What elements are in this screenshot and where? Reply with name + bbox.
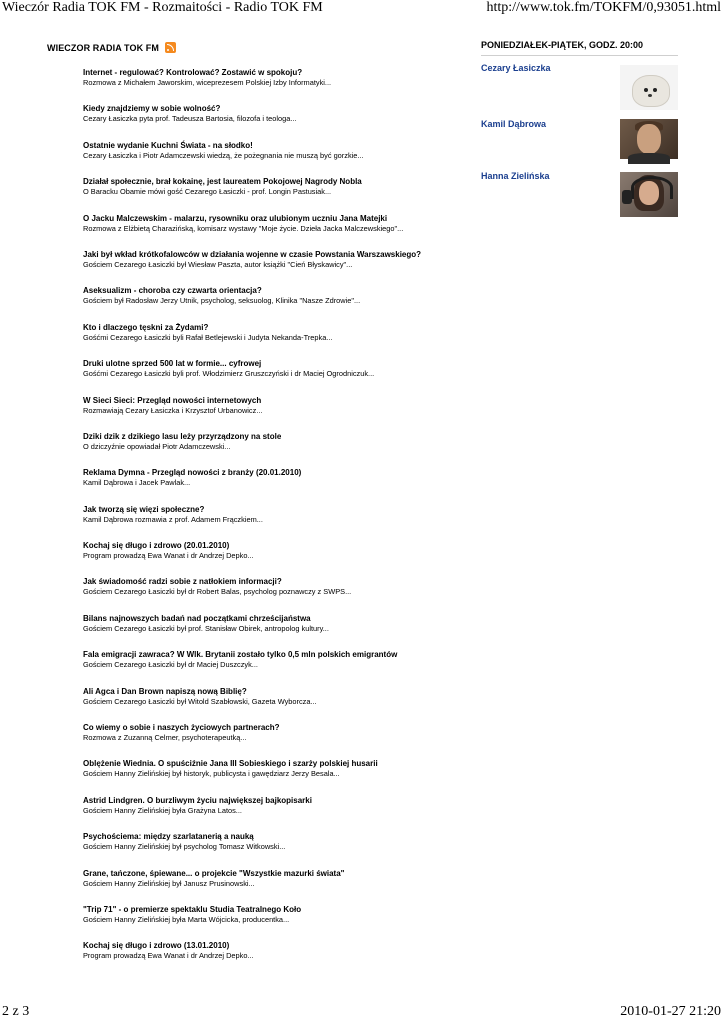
article-description: Kamil Dąbrowa i Jacek Pawlak... — [83, 478, 191, 488]
article-title-link[interactable]: Jak tworzą się więzi społeczne? — [83, 504, 205, 514]
page-number: 2 z 3 — [2, 1004, 30, 1019]
article-item — [83, 214, 483, 250]
article-title-link[interactable]: W Sieci Sieci: Przegląd nowości internetowych — [83, 395, 262, 405]
article-item — [83, 614, 483, 650]
article-description: Kamil Dąbrowa rozmawia z prof. Adamem Frączkiem... — [83, 514, 263, 524]
article-title-link[interactable]: Ali Agca i Dan Brown napiszą nową Biblię? — [83, 686, 247, 696]
article-item — [83, 141, 483, 177]
article-description: Gościem Hanny Zielińskiej był psycholog Tomasz Witkowski... — [83, 842, 286, 852]
article-item — [83, 832, 483, 868]
article-description: O dziczyźnie opowiadał Piotr Adamczewski... — [83, 441, 231, 451]
article-item — [83, 468, 483, 504]
article-description: Gościem był Radosław Jerzy Utnik, psycholog, seksuolog, Klinika "Nasze Zdrowie"... — [83, 296, 361, 306]
article-title-link[interactable]: Kochaj się długo i zdrowo (20.01.2010) — [83, 541, 230, 551]
article-title-link[interactable]: Ostatnie wydanie Kuchni Świata - na słodko! — [83, 140, 253, 150]
host-name-link[interactable]: Hanna Zielińska — [481, 171, 550, 181]
article-title-link[interactable]: "Trip 71" - o premierze spektaklu Studia Teatralnego Koło — [83, 904, 302, 914]
print-page-title: Wieczór Radia TOK FM - Rozmaitości - Radio TOK FM — [2, 0, 323, 15]
article-item — [83, 796, 483, 832]
article-item — [83, 687, 483, 723]
article-list — [83, 68, 483, 978]
article-description: Gościem Hanny Zielińskiej była Marta Wójcicka, producentka... — [83, 914, 290, 924]
sidebar — [481, 40, 678, 181]
article-description: Program prowadzą Ewa Wanat i dr Andrzej Depko... — [83, 551, 254, 561]
print-footer — [0, 1002, 724, 1024]
article-title-link[interactable]: Druki ulotne sprzed 500 lat w formie... cyfrowej — [83, 359, 262, 369]
article-item — [83, 759, 483, 795]
article-title-link[interactable]: Co wiemy o sobie i naszych życiowych partnerach? — [83, 723, 280, 733]
article-title-link[interactable]: Jak świadomość radzi sobie z natłokiem informacji? — [83, 577, 282, 587]
article-title-link[interactable]: Internet - regulować? Kontrolować? Zostawić w spokoju? — [83, 68, 303, 77]
print-page-url: http://www.tok.fm/TOKFM/0,93051.html — [486, 0, 721, 15]
article-description: Rozmowa z Michałem Jaworskim, wiceprezesem Polskiej Izby Informatyki... — [83, 78, 332, 87]
article-item — [83, 359, 483, 395]
article-item — [83, 650, 483, 686]
ermine-photo[interactable] — [620, 65, 678, 110]
article-title-link[interactable]: Działał społecznie, brał kokainę, jest laureatem Pokojowej Nagrody Nobla — [83, 177, 362, 187]
article-title-link[interactable]: Psychościema: między szarlatanerią a nauką — [83, 832, 254, 842]
section-heading — [47, 42, 176, 53]
section-title: WIECZOR RADIA TOK FM — [47, 43, 159, 53]
article-item — [83, 104, 483, 140]
print-datetime: 2010-01-27 21:20 — [620, 1004, 721, 1019]
article-item — [83, 723, 483, 759]
article-item — [83, 286, 483, 322]
article-item — [83, 869, 483, 905]
article-description: Gościem Cezarego Łasiczki był Witold Szabłowski, Gazeta Wyborcza... — [83, 696, 317, 706]
article-title-link[interactable]: Kto i dlaczego tęskni za Żydami? — [83, 322, 209, 332]
article-title-link[interactable]: Reklama Dymna - Przegląd nowości z branży (20.01.2010) — [83, 468, 302, 478]
article-title-link[interactable]: Astrid Lindgren. O burzliwym życiu największej bajkopisarki — [83, 795, 312, 805]
article-description: Cezary Łasiczka pyta prof. Tadeusza Bartosia, filozofa i teologa... — [83, 114, 297, 124]
article-title-link[interactable]: Grane, tańczone, śpiewane... o projekcie "Wszystkie mazurki świata" — [83, 868, 345, 878]
article-title-link[interactable]: Kiedy znajdziemy w sobie wolność? — [83, 104, 221, 114]
schedule-header: PONIEDZIAŁEK-PIĄTEK, GODZ. 20:00 — [481, 40, 678, 56]
article-description: Program prowadzą Ewa Wanat i dr Andrzej Depko... — [83, 951, 254, 961]
host-name-link[interactable]: Kamil Dąbrowa — [481, 119, 547, 129]
article-item — [83, 396, 483, 432]
article-item — [83, 68, 483, 104]
article-title-link[interactable]: Bilans najnowszych badań nad początkami chrześcijaństwa — [83, 613, 311, 623]
article-item — [83, 905, 483, 941]
article-description: O Baracku Obamie mówi gość Cezarego Łasiczki - prof. Longin Pastusiak... — [83, 187, 332, 197]
article-item — [83, 177, 483, 213]
article-title-link[interactable]: O Jacku Malczewskim - malarzu, rysowniku oraz ulubionym uczniu Jana Matejki — [83, 213, 388, 223]
article-title-link[interactable]: Kochaj się długo i zdrowo (13.01.2010) — [83, 941, 230, 951]
article-description: Gośćmi Cezarego Łasiczki byli prof. Włodzimierz Gruszczyński i dr Maciej Ogrodniczuk... — [83, 369, 375, 379]
article-item — [83, 541, 483, 577]
article-description: Gościem Cezarego Łasiczki był prof. Stanisław Obirek, antropolog kultury... — [83, 623, 329, 633]
article-description: Rozmowa z Zuzanną Celmer, psychoterapeutką... — [83, 733, 247, 743]
article-description: Gościem Cezarego Łasiczki był Wiesław Paszta, autor książki "Cień Błyskawicy"... — [83, 259, 353, 269]
article-description: Gościem Cezarego Łasiczki był dr Maciej Duszczyk... — [83, 660, 258, 670]
man-portrait-photo[interactable] — [620, 119, 678, 159]
article-description: Gościem Hanny Zielińskiej była Grażyna Latos... — [83, 805, 242, 815]
article-description: Cezary Łasiczka i Piotr Adamczewski wiedzą, że pożegnania nie muszą być gorzkie... — [83, 150, 364, 160]
article-description: Rozmowa z Elżbietą Charazińską, komisarz wystawy "Moje życie. Dzieła Jacka Malczewskiego"... — [83, 223, 404, 233]
host-name-link[interactable]: Cezary Łasiczka — [481, 63, 551, 73]
rss-feed-icon[interactable] — [165, 42, 176, 53]
woman-headphones-photo[interactable] — [620, 172, 678, 217]
article-item — [83, 432, 483, 468]
article-description: Rozmawiają Cezary Łasiczka i Krzysztof Urbanowicz... — [83, 405, 263, 415]
article-title-link[interactable]: Dziki dzik z dzikiego lasu leży przyrządzony na stole — [83, 431, 282, 441]
article-title-link[interactable]: Oblężenie Wiednia. O spuściźnie Jana III Sobieskiego i szarży polskiej husarii — [83, 759, 378, 769]
article-description: Gościem Hanny Zielińskiej był Janusz Prusinowski... — [83, 878, 255, 888]
article-item — [83, 323, 483, 359]
article-title-link[interactable]: Jaki był wkład krótkofalowców w działania wojenne w czasie Powstania Warszawskiego? — [83, 249, 422, 259]
article-description: Gośćmi Cezarego Łasiczki byli Rafał Betlejewski i Judyta Nekanda-Trepka... — [83, 332, 333, 342]
article-title-link[interactable]: Aseksualizm - choroba czy czwarta orientacja? — [83, 286, 262, 296]
article-description: Gościem Hanny Zielińskiej był historyk, publicysta i gawędziarz Jerzy Besala... — [83, 769, 340, 779]
article-item — [83, 941, 483, 977]
print-header — [0, 0, 724, 20]
article-item — [83, 250, 483, 286]
article-item — [83, 505, 483, 541]
article-item — [83, 577, 483, 613]
article-title-link[interactable]: Fala emigracji zawraca? W Wlk. Brytanii zostało tylko 0,5 mln polskich emigrantów — [83, 650, 398, 660]
article-description: Gościem Cezarego Łasiczki był dr Robert Balas, psycholog poznawczy z SWPS... — [83, 587, 352, 597]
